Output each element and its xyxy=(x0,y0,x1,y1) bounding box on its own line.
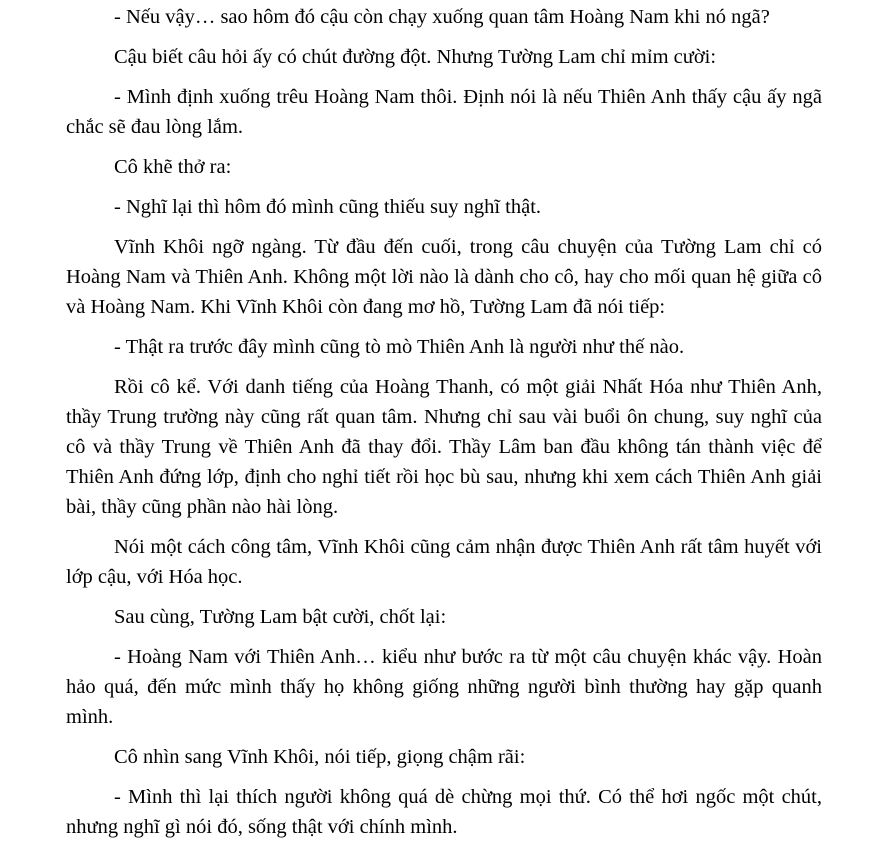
paragraph-8: Rồi cô kể. Với danh tiếng của Hoàng Thanh, có một giải Nhất Hóa như Thiên Anh, thầy Trung trường này cũng rất quan tâm. Nhưng chỉ sau vài buổi ôn chung, suy nghĩ của cô và thầy Trung về Thiên Anh đã thay đổi. Thầy Lâm ban đầu không tán thành việc để Thiên Anh đứng lớp, định cho nghỉ tiết rồi học bù sau, nhưng khi xem cách Thiên Anh giải bài, thầy cũng phần nào hài lòng. xyxy=(66,376,822,518)
paragraph-7: - Thật ra trước đây mình cũng tò mò Thiên Anh là người như thế nào. xyxy=(114,336,685,358)
paragraph-3: - Mình định xuống trêu Hoàng Nam thôi. Định nói là nếu Thiên Anh thấy cậu ấy ngã chắc sẽ đau lòng lắm. xyxy=(66,86,822,138)
paragraph-1: - Nếu vậy… sao hôm đó cậu còn chạy xuống quan tâm Hoàng Nam khi nó ngã? xyxy=(114,6,770,28)
paragraph-9: Nói một cách công tâm, Vĩnh Khôi cũng cảm nhận được Thiên Anh rất tâm huyết với lớp cậu, với Hóa học. xyxy=(66,536,822,588)
paragraph-10: Sau cùng, Tường Lam bật cười, chốt lại: xyxy=(114,606,447,628)
paragraph-4: Cô khẽ thở ra: xyxy=(114,156,232,178)
paragraph-13: - Mình thì lại thích người không quá dè chừng mọi thứ. Có thể hơi ngốc một chút, nhưng nghĩ gì nói đó, sống thật với chính mình. xyxy=(66,786,822,838)
paragraph-12: Cô nhìn sang Vĩnh Khôi, nói tiếp, giọng chậm rãi: xyxy=(114,746,526,768)
paragraph-11: - Hoàng Nam với Thiên Anh… kiểu như bước ra từ một câu chuyện khác vậy. Hoàn hảo quá, đến mức mình thấy họ không giống những người bình thường hay gặp quanh mình. xyxy=(66,646,822,728)
paragraph-2: Cậu biết câu hỏi ấy có chút đường đột. Nhưng Tường Lam chỉ mỉm cười: xyxy=(114,46,717,68)
paragraph-6: Vĩnh Khôi ngỡ ngàng. Từ đầu đến cuối, trong câu chuyện của Tường Lam chỉ có Hoàng Nam và Thiên Anh. Không một lời nào là dành cho cô, hay cho mối quan hệ giữa cô và Hoàng Nam. Khi Vĩnh Khôi còn đang mơ hồ, Tường Lam đã nói tiếp: xyxy=(66,236,822,318)
paragraph-5: - Nghĩ lại thì hôm đó mình cũng thiếu suy nghĩ thật. xyxy=(114,196,542,218)
